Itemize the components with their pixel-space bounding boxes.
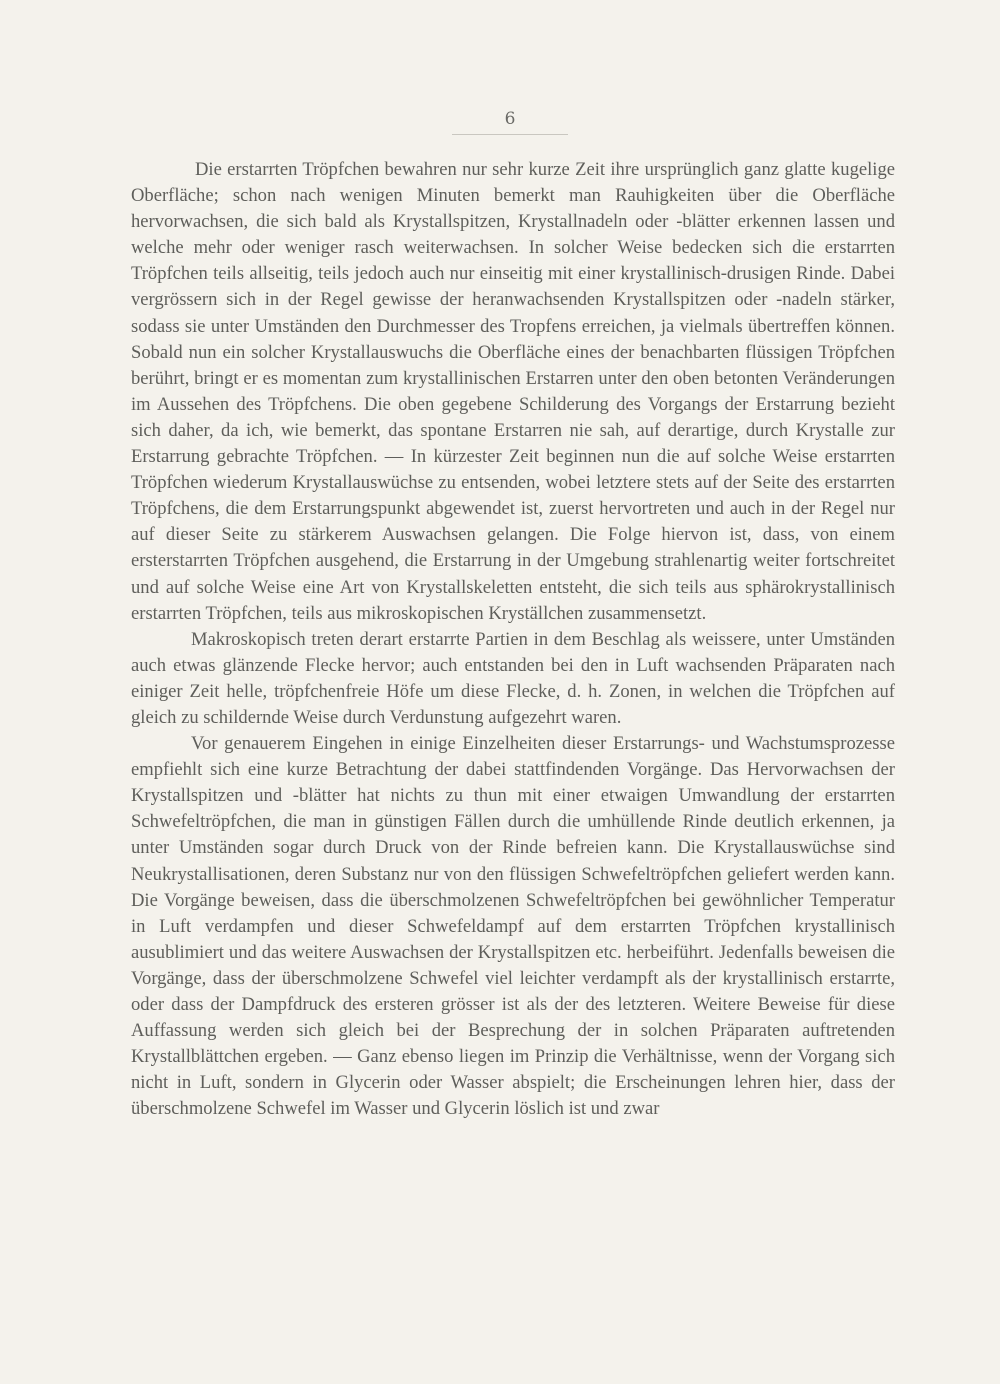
paragraph-2: Makroskopisch treten derart erstarrte Partien in dem Beschlag als weissere, unter Umständen auch etwas glänzende Flecke hervor; auch entstanden bei den in Luft wachsenden Präparaten nach einiger Zeit helle, tröpfchenfreie Höfe um diese Flecke, d. h. Zonen, in welchen die Tröpfchen auf gleich zu schildernde Weise durch Verdunstung aufgezehrt waren.	[131, 628, 895, 728]
paragraph-1: Die erstarrten Tröpfchen bewahren nur sehr kurze Zeit ihre ursprünglich ganz glatte kugelige Oberfläche; schon nach wenigen Minuten bemerkt man Rauhigkeiten über die Oberfläche hervorwachsen, die sich bald als Krystallspitzen, Krystallnadeln oder -blätter erkennen lassen und welche mehr oder weniger rasch weiterwachsen. In solcher Weise bedecken sich die erstarrten Tröpfchen teils allseitig, teils jedoch auch nur einseitig mit einer krystallinisch-drusigen Rinde. Dabei vergrössern sich in der Regel gewisse der heranwachsenden Krystallspitzen oder -nadeln stärker, sodass sie unter Umständen den Durchmesser des Tropfens erreichen, ja vielmals übertreffen können. Sobald nun ein solcher Krystallauswuchs die Oberfläche eines der benachbarten flüssigen Tröpfchen berührt, bringt er es momentan zum krystallinischen Erstarren unter den oben betonten Veränderungen im Aussehen des Tröpfchens. Die oben gegebene Schilderung des Vorgangs der Erstarrung bezieht sich daher, da ich, wie bemerkt, das spontane Erstarren nie sah, auf derartige, durch Krystalle zur Erstarrung gebrachte Tröpfchen. — In kürzester Zeit beginnen nun die auf solche Weise erstarrten Tröpfchen wiederum Krystallauswüchse zu entsenden, wobei letztere stets auf der Seite des erstarrten Tröpfchens, die dem Erstarrungspunkt abgewendet ist, zuerst hervortreten und auch in der Regel nur auf dieser Seite zu stärkerem Auswachsen gelangen. Die Folge hiervon ist, dass, von einem ersterstarrten Tröpfchen ausgehend, die Erstarrung in der Umgebung strahlenartig weiter fortschreitet und auf solche Weise eine Art von Krystallskeletten entsteht, die sich teils aus sphärokrystallinisch erstarrten Tröpfchen, teils aus mikroskopischen Kryställchen zusammensetzt.	[131, 159, 895, 624]
paragraph-3: Vor genauerem Eingehen in einige Einzelheiten dieser Erstarrungs- und Wachstumsprozesse empfiehlt sich eine kurze Betrachtung der dabei stattfindenden Vorgänge. Das Hervorwachsen der Krystallspitzen und -blätter hat nichts zu thun mit einer etwaigen Umwandlung der erstarrten Schwefeltröpfchen, die man in günstigen Fällen durch die umhüllende Rinde deutlich erkennen, ja unter Umständen sogar durch Druck von der Rinde befreien kann. Die Krystallauswüchse sind Neukrystallisationen, deren Substanz nur von den flüssigen Schwefeltröpfchen geliefert werden kann. Die Vorgänge beweisen, dass die überschmolzenen Schwefeltröpfchen bei gewöhnlicher Temperatur in Luft verdampfen und dieser Schwefeldampf auf dem erstarrten Tröpfchen krystallinisch ausublimiert und das weitere Auswachsen der Krystallspitzen etc. herbeiführt. Jedenfalls beweisen die Vorgänge, dass der überschmolzene Schwefel viel leichter verdampft als der krystallinisch erstarrte, oder dass der Dampfdruck des ersteren grösser ist als der des letzteren. Weitere Beweise für diese Auffassung werden sich gleich bei der Besprechung der in solchen Präparaten auftretenden Krystallblättchen ergeben. — Ganz ebenso liegen im Prinzip die Verhältnisse, wenn der Vorgang sich nicht in Luft, sondern in Glycerin oder Wasser abspielt; die Erscheinungen lehren hier, dass der überschmolzene Schwefel im Wasser und Glycerin löslich ist und zwar	[131, 733, 895, 1120]
header-rule	[452, 134, 568, 135]
body-text	[131, 157, 895, 1122]
page-number: 6	[504, 109, 516, 129]
